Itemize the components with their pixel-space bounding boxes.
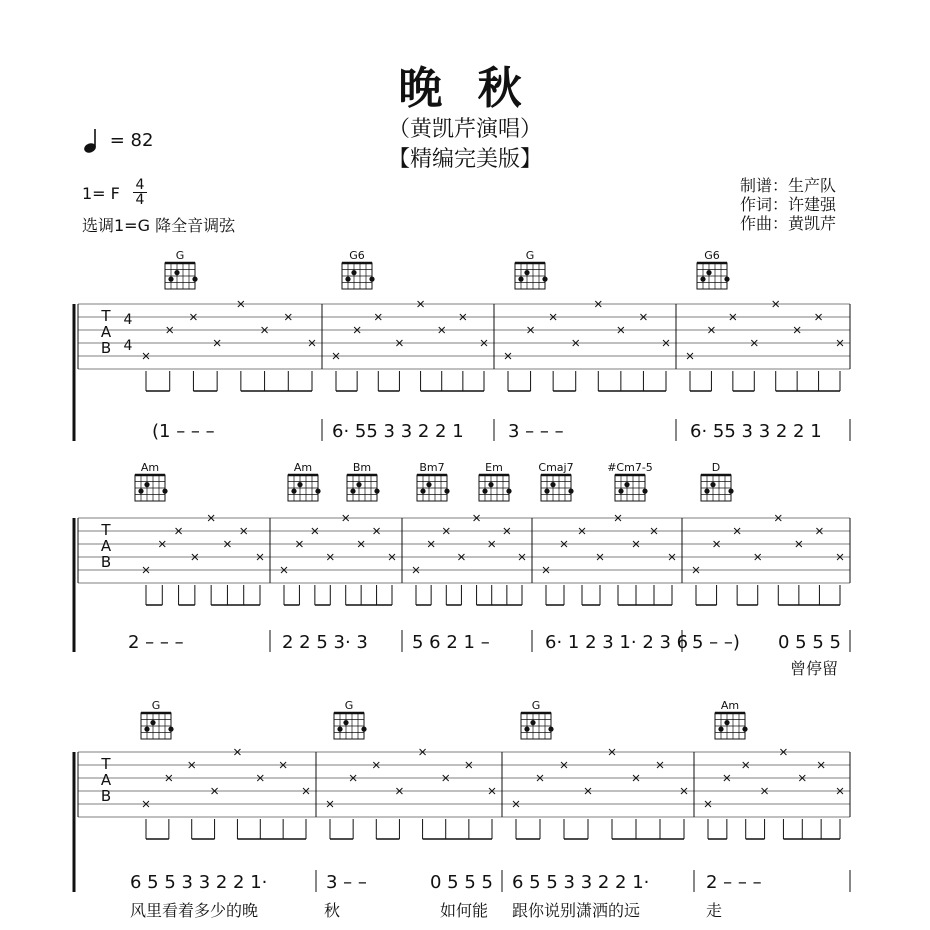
chord-name: Bm: [352, 461, 372, 474]
chord-name: G6: [349, 249, 365, 262]
chord-dot: [482, 489, 487, 494]
chord-diagram: [541, 475, 574, 501]
tab-clef-letter: A: [100, 323, 112, 341]
chord-diagram: [521, 713, 554, 739]
lyric-text: 如何能: [440, 901, 489, 920]
chord-name: Bm7: [419, 461, 445, 474]
tab-time-num: 4: [123, 312, 133, 328]
numbered-notation: 6· 1 2 3 1· 2 3 6: [545, 632, 689, 653]
tab-clef-letter: A: [100, 771, 112, 789]
chord-dot: [361, 727, 366, 732]
chord-dot: [548, 727, 553, 732]
chord-dot: [444, 489, 449, 494]
chord-dot: [704, 489, 709, 494]
tab-system: [74, 475, 850, 652]
numbered-notation: 2 – – –: [128, 632, 184, 653]
chord-dot: [144, 727, 149, 732]
chord-dot: [550, 482, 555, 487]
chord-diagram: [701, 475, 734, 501]
chord-dot: [518, 277, 523, 282]
numbered-notation: 2 2 5 3· 3: [282, 632, 368, 653]
chord-dot: [420, 489, 425, 494]
tab-clef-letter: B: [100, 339, 112, 357]
chord-diagram: [479, 475, 512, 501]
lyric-text: 风里看着多少的晚: [130, 901, 259, 920]
credit-lyricist: 作词：许建强: [740, 195, 837, 214]
chord-dot: [192, 277, 197, 282]
numbered-notation: 3 – – –: [508, 421, 564, 442]
chord-dot: [356, 482, 361, 487]
numbered-notation: 0 5 5 5: [430, 872, 493, 893]
lyric-text: 跟你说别潇洒的远: [512, 901, 641, 920]
chord-dot: [718, 727, 723, 732]
chord-dot: [488, 482, 493, 487]
key-label: 1= F: [82, 184, 120, 203]
chord-dot: [724, 720, 729, 725]
chord-dot: [706, 270, 711, 275]
chord-dot: [162, 489, 167, 494]
chord-dot: [506, 489, 511, 494]
tempo-value: = 82: [109, 130, 154, 151]
tab-clef-letter: T: [101, 307, 111, 325]
chord-dot: [315, 489, 320, 494]
time-denominator: 4: [133, 192, 147, 207]
chord-name: Am: [720, 699, 740, 712]
lyric-text: 秋: [324, 901, 341, 920]
chord-dot: [150, 720, 155, 725]
numbered-notation: 6 5 5 3 3 2 2 1·: [512, 872, 650, 893]
chord-dot: [297, 482, 302, 487]
chord-dot: [700, 277, 705, 282]
chord-diagram: [515, 263, 548, 289]
chord-dot: [343, 720, 348, 725]
chord-diagram: [165, 263, 198, 289]
chord-dot: [642, 489, 647, 494]
song-title: 晚 秋: [398, 63, 532, 114]
chord-diagram: [288, 475, 321, 501]
chord-diagram: [417, 475, 450, 501]
chord-dot: [542, 277, 547, 282]
chord-dot: [144, 482, 149, 487]
chord-name: G: [531, 699, 541, 712]
tab-system: [74, 713, 850, 892]
chord-dot: [369, 277, 374, 282]
chord-name: G: [525, 249, 535, 262]
tab-clef-letter: T: [101, 521, 111, 539]
chord-diagram: [342, 263, 375, 289]
edition-label: 【精编完美版】: [387, 147, 542, 172]
numbered-notation: 2 – – –: [706, 872, 762, 893]
chord-diagram: [347, 475, 380, 501]
time-numerator: 4: [135, 177, 145, 193]
tab-time-den: 4: [123, 338, 133, 354]
chord-dot: [728, 489, 733, 494]
chord-name: D: [711, 461, 721, 474]
chord-dot: [426, 482, 431, 487]
tab-clef-letter: A: [100, 537, 112, 555]
chord-dot: [345, 277, 350, 282]
chord-diagram: [615, 475, 648, 501]
tuning-note: 选调1=G 降全音调弦: [82, 216, 236, 235]
chord-dot: [618, 489, 623, 494]
chord-dot: [168, 727, 173, 732]
chord-dot: [530, 720, 535, 725]
chord-dot: [374, 489, 379, 494]
chord-diagram: [334, 713, 367, 739]
chord-dot: [624, 482, 629, 487]
numbered-notation: 3 – –: [326, 872, 367, 893]
chord-name: G: [344, 699, 354, 712]
chord-dot: [544, 489, 549, 494]
tab-clef-letter: T: [101, 755, 111, 773]
numbered-notation: 6 5 5 3 3 2 2 1·: [130, 872, 268, 893]
chord-name: Em: [485, 461, 503, 474]
chord-diagram: [715, 713, 748, 739]
chord-dot: [174, 270, 179, 275]
chord-dot: [351, 270, 356, 275]
numbered-notation: 6· 55 3 3 2 2 1: [690, 421, 822, 442]
chord-name: G: [151, 699, 161, 712]
credit-composer: 作曲：黄凯芹: [740, 214, 837, 233]
tab-system: [74, 263, 850, 441]
chord-name: #Cm7-5: [607, 461, 653, 474]
chord-dot: [138, 489, 143, 494]
lyric-text: 走: [706, 901, 723, 920]
numbered-notation: 5 – –): [692, 632, 740, 653]
singer-credit: （黄凯芹演唱）: [387, 117, 542, 142]
chord-dot: [291, 489, 296, 494]
chord-dot: [724, 277, 729, 282]
chord-dot: [742, 727, 747, 732]
chord-dot: [524, 270, 529, 275]
chord-name: Cmaj7: [538, 461, 574, 474]
tab-clef-letter: B: [100, 553, 112, 571]
chord-name: Am: [293, 461, 313, 474]
chord-dot: [568, 489, 573, 494]
chord-dot: [710, 482, 715, 487]
numbered-notation: 6· 55 3 3 2 2 1: [332, 421, 464, 442]
chord-name: G: [175, 249, 185, 262]
chord-dot: [168, 277, 173, 282]
numbered-notation: 5 6 2 1 –: [412, 632, 490, 653]
tab-clef-letter: B: [100, 787, 112, 805]
chord-name: Am: [140, 461, 160, 474]
chord-diagram: [697, 263, 730, 289]
chord-name: G6: [704, 249, 720, 262]
chord-diagram: [135, 475, 168, 501]
chord-dot: [350, 489, 355, 494]
chord-dot: [524, 727, 529, 732]
lyric-text: 曾停留: [790, 659, 839, 678]
numbered-notation: 0 5 5 5: [778, 632, 841, 653]
chord-dot: [337, 727, 342, 732]
credit-arranger: 制谱：生产队: [740, 176, 837, 195]
chord-diagram: [141, 713, 174, 739]
numbered-notation: (1 – – –: [152, 421, 215, 442]
